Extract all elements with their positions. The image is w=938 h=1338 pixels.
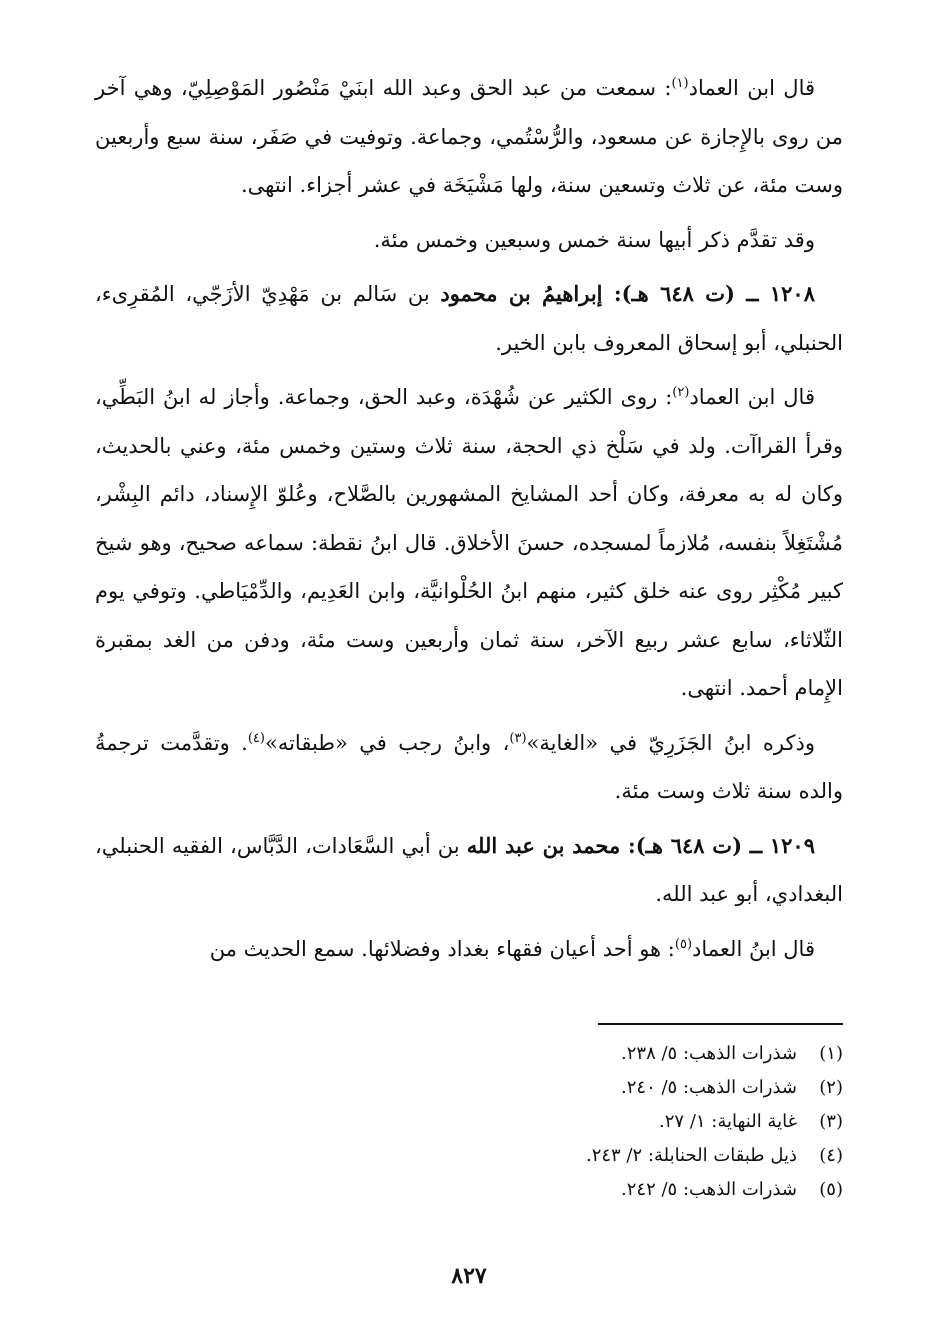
paragraph-text: ، وابنُ رجب في «طبقاته» [264, 730, 510, 755]
paragraph-text: وقد تقدَّم ذكر أبيها سنة خمس وسبعين وخمس مئة. [373, 227, 815, 252]
paragraph-1 [95, 64, 843, 210]
paragraph-text: . وتقدَّمت ترجمةُ والده سنة ثلاث وست مئة. [95, 730, 843, 803]
footnote-ref: (٥) [674, 936, 693, 952]
footnotes [95, 1037, 843, 1207]
footnote-ref: (٣) [509, 730, 527, 746]
footnote-ref: (٢) [672, 385, 690, 400]
footnote-text: شذرات الذهب: ٥/ ٢٤٠. [621, 1077, 797, 1098]
footnote-item [95, 1037, 843, 1071]
footnote-text: ذيل طبقات الحنابلة: ٢/ ٢٤٣. [585, 1145, 797, 1166]
paragraph-lead: قال ابنُ العماد [692, 936, 815, 961]
footnote-text: غاية النهاية: ١/ ٢٧. [659, 1111, 797, 1132]
paragraph-text: بن أبي السَّعَادات، الدَّبَّاس، الفقيه الحنبلي، البغدادي، أبو عبد الله. [95, 833, 843, 906]
paragraph-text: وذكره ابنُ الجَزَرِيّ في «الغاية» [526, 730, 815, 755]
entry-title: ١٢٠٨ ــ (ت ٦٤٨ هـ): إبراهيمُ بن محمود [440, 281, 815, 306]
footnote-number: (٥) [819, 1179, 843, 1200]
footnote-ref: (١) [671, 76, 689, 91]
footnote-number: (٤) [819, 1145, 843, 1166]
page-number: ٨٢٧ [451, 1263, 487, 1289]
footnote-item [95, 1105, 843, 1139]
footnote-number: (٣) [819, 1111, 843, 1132]
footnote-number: (١) [819, 1043, 843, 1064]
footnote-item [95, 1173, 843, 1207]
footnote-item [95, 1139, 843, 1173]
paragraph-4 [95, 373, 843, 713]
footnote-ref: (٤) [247, 730, 265, 746]
entry-1209-heading [95, 822, 843, 919]
paragraph-text: : سمعت من عبد الحق وعبد الله ابنَيْ مَنْصُور المَوْصِلِيّ، وهي آخر من روى بالإِجازة عن مسعود، والرُّسْتُمي، وجماعة. وتوفيت في صَفَر، سنة سبع وأربعين وست مئة، عن ثلاث وتسعين سنة، ولها مَشْيَخَة في عشر أجزاء. انتهى. [95, 76, 843, 197]
footnote-divider [598, 1023, 843, 1025]
paragraph-7 [95, 925, 843, 974]
footnote-item [95, 1071, 843, 1105]
footnote-text: شذرات الذهب: ٥/ ٢٤٢. [621, 1179, 797, 1200]
paragraph-text: : هو أحد أعيان فقهاء بغداد وفضلائها. سمع الحديث من [209, 936, 675, 961]
paragraph-lead: قال ابن العماد [688, 76, 816, 100]
paragraph-5 [95, 719, 843, 816]
paragraph-lead: قال ابن العماد [689, 385, 815, 409]
footnote-number: (٢) [819, 1077, 843, 1098]
paragraph-2 [95, 216, 843, 265]
paragraph-text: : روى الكثير عن شُهْدَة، وعبد الحق، وجماعة. وأجاز له ابنُ البَطِّي، وقرأ القراآت. ولد في سَلْخ ذي الحجة، سنة ثلاث وستين وخمس مئة، وعني بالحديث، وكان له به معرفة، وكان أحد المشايخ المشهورين بالصَّلاح، وعُلوّ الإِسناد، دائم البِشْر، مُشْتَغِلاً بنفسه، مُلازماً لمسجده، حسنَ الأخلاق. قال ابنُ نقطة: سماعه صحيح، وهو شيخ كبير مُكْثِر روى عنه خلق كثير، منهم ابنُ الحُلْوانيَّة، وابن العَدِيم، والدِّمْيَاطي. وتوفي يوم الثّلاثاء، سابع عشر ربيع الآخر، سنة ثمان وأربعين وست مئة، ودفن من الغد بمقبرة الإِمام أحمد. انتهى. [95, 385, 843, 700]
paragraph-text: بن سَالم بن مَهْدِيّ الأزَجّي، المُقرِىء، الحنبلي، أبو إسحاق المعروف بابن الخير. [95, 282, 843, 355]
entry-1208-heading [95, 270, 843, 367]
entry-title: ١٢٠٩ ــ (ت ٦٤٨ هـ): محمد بن عبد الله [466, 832, 815, 858]
footnote-text: شذرات الذهب: ٥/ ٢٣٨. [621, 1043, 797, 1064]
